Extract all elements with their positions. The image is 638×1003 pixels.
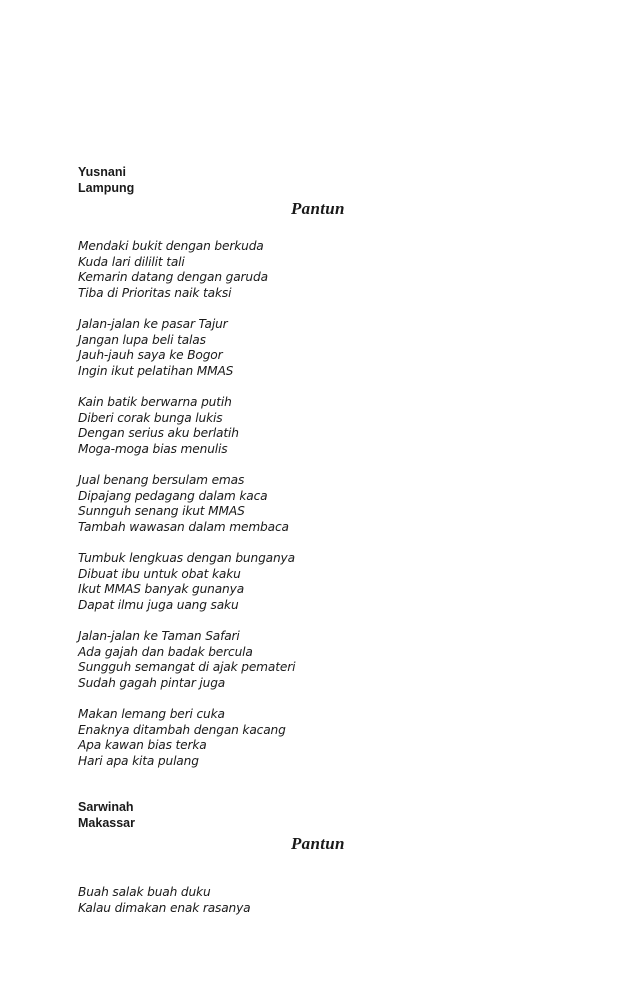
author-place: Makassar xyxy=(78,816,135,830)
poem-title-1: Pantun xyxy=(291,199,345,218)
stanza-2 xyxy=(78,317,233,379)
verse-line: Enaknya ditambah dengan kacang xyxy=(78,722,286,737)
author-name: Sarwinah xyxy=(78,800,134,814)
stanza-1 xyxy=(78,239,268,301)
author-block-1 xyxy=(78,164,134,196)
poem-title-2: Pantun xyxy=(291,834,345,853)
stanza-6 xyxy=(78,629,295,691)
stanza-7 xyxy=(78,707,286,769)
verse-line: Apa kawan bias terka xyxy=(78,738,207,753)
verse-line: Dengan serius aku berlatih xyxy=(78,426,239,441)
verse-line: Dipajang pedagang dalam kaca xyxy=(78,488,268,503)
verse-line: Sungguh semangat di ajak pemateri xyxy=(78,660,296,675)
verse-line: Jangan lupa beli talas xyxy=(78,332,206,347)
verse-line: Jual benang bersulam emas xyxy=(78,473,245,487)
author-place: Lampung xyxy=(78,181,135,195)
verse-line: Kuda lari dililit tali xyxy=(78,254,185,269)
verse-line: Buah salak buah duku xyxy=(78,885,211,899)
verse-line: Tiba di Prioritas naik taksi xyxy=(78,285,232,300)
verse-line: Dapat ilmu juga uang saku xyxy=(78,597,239,612)
verse-line: Tambah wawasan dalam membaca xyxy=(78,519,289,534)
verse-line: Jauh-jauh saya ke Bogor xyxy=(78,348,223,363)
verse-line: Diberi corak bunga lukis xyxy=(78,410,223,425)
stanza-8 xyxy=(78,885,251,916)
verse-line: Sudah gagah pintar juga xyxy=(78,675,226,690)
stanza-4 xyxy=(78,473,289,535)
verse-line: Jalan-jalan ke pasar Tajur xyxy=(78,317,228,331)
verse-line: Ikut MMAS banyak gunanya xyxy=(78,582,245,597)
verse-line: Dibuat ibu untuk obat kaku xyxy=(78,566,241,581)
verse-line: Ingin ikut pelatihan MMAS xyxy=(78,363,234,378)
stanza-5 xyxy=(78,551,295,613)
verse-line: Sunnguh senang ikut MMAS xyxy=(78,504,245,519)
author-name: Yusnani xyxy=(78,165,126,179)
verse-line: Makan lemang beri cuka xyxy=(78,707,225,721)
verse-line: Kalau dimakan enak rasanya xyxy=(78,900,251,915)
verse-line: Mendaki bukit dengan berkuda xyxy=(78,239,264,253)
verse-line: Ada gajah dan badak bercula xyxy=(78,644,253,659)
stanza-3 xyxy=(78,395,239,457)
author-block-2 xyxy=(78,799,135,831)
verse-line: Jalan-jalan ke Taman Safari xyxy=(78,629,240,643)
verse-line: Kain batik berwarna putih xyxy=(78,395,232,409)
verse-line: Kemarin datang dengan garuda xyxy=(78,270,268,285)
verse-line: Tumbuk lengkuas dengan bunganya xyxy=(78,551,295,565)
verse-line: Moga-moga bias menulis xyxy=(78,441,228,456)
verse-line: Hari apa kita pulang xyxy=(78,753,199,768)
